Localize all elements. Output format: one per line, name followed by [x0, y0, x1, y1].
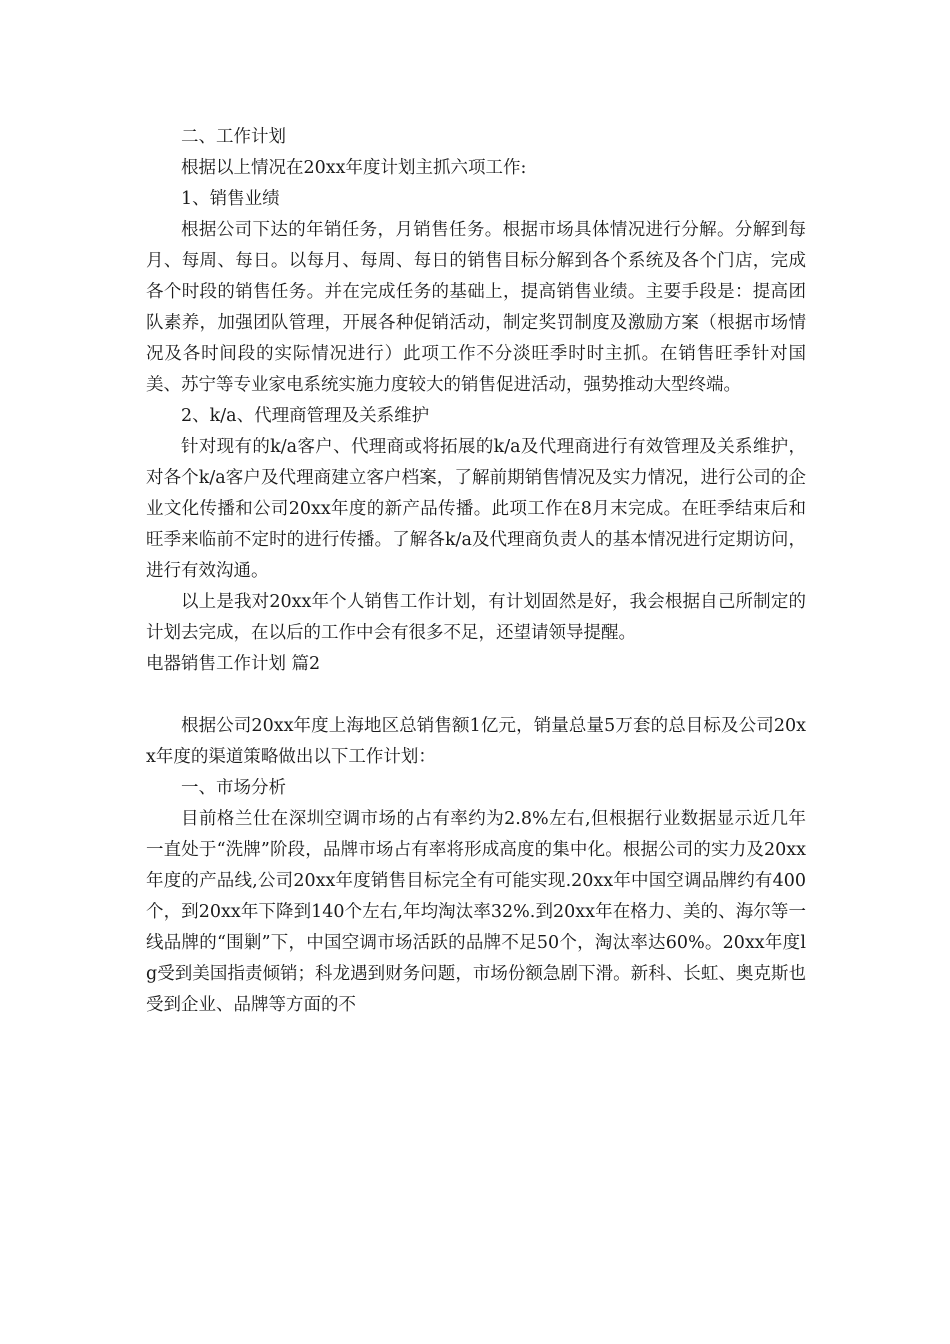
item2-title: 2、k/a、代理商管理及关系维护 — [181, 406, 430, 426]
article2-intro: 根据公司20xx年度上海地区总销售额1亿元，销量总量5万套的总目标及公司20xx年度的渠道策略做出以下工作计划： — [146, 716, 806, 767]
item1-title: 1、销售业绩 — [181, 189, 280, 209]
article2-title: 电器销售工作计划 篇2 — [146, 654, 321, 674]
document-content — [146, 122, 806, 1021]
item2-body: 针对现有的k/a客户、代理商或将拓展的k/a及代理商进行有效管理及关系维护，对各个k/a客户及代理商建立客户档案，了解前期销售情况及实力情况，进行公司的企业文化传播和公司20xx年度的新产品传播。此项工作在8月末完成。在旺季结束后和旺季来临前不定时的进行传播。了解各k/a及代理商负责人的基本情况进行定期访问，进行有效沟通。 — [146, 437, 806, 581]
intro-line: 根据以上情况在20xx年度计划主抓六项工作: — [181, 158, 527, 178]
blank-gap — [146, 680, 806, 711]
market-body: 目前格兰仕在深圳空调市场的占有率约为2.8%左右,但根据行业数据显示近几年一直处于“洗牌”阶段，品牌市场占有率将形成高度的集中化。根据公司的实力及20xx年度的产品线,公司20xx年度销售目标完全有可能实现.20xx年中国空调品牌约有400个，到20xx年下降到140个左右,年均淘汰率32%.到20xx年在格力、美的、海尔等一线品牌的“围剿”下，中国空调市场活跃的品牌不足50个，淘汰率达60%。20xx年度lg受到美国指责倾销；科龙遇到财务问题，市场份额急剧下滑。新科、长虹、奥克斯也受到企业、品牌等方面的不 — [146, 809, 806, 1015]
closing-body: 以上是我对20xx年个人销售工作计划，有计划固然是好，我会根据自己所制定的计划去完成，在以后的工作中会有很多不足，还望请领导提醒。 — [146, 592, 806, 643]
market-heading: 一、市场分析 — [181, 778, 286, 798]
section-heading-work-plan: 二、工作计划 — [181, 127, 286, 147]
item1-body: 根据公司下达的年销任务，月销售任务。根据市场具体情况进行分解。分解到每月、每周、每日。以每月、每周、每日的销售目标分解到各个系统及各个门店，完成各个时段的销售任务。并在完成任务的基础上，提高销售业绩。主要手段是：提高团队素养，加强团队管理，开展各种促销活动，制定奖罚制度及激励方案（根据市场情况及各时间段的实际情况进行）此项工作不分淡旺季时时主抓。在销售旺季针对国美、苏宁等专业家电系统实施力度较大的销售促进活动，强势推动大型终端。 — [146, 220, 806, 395]
